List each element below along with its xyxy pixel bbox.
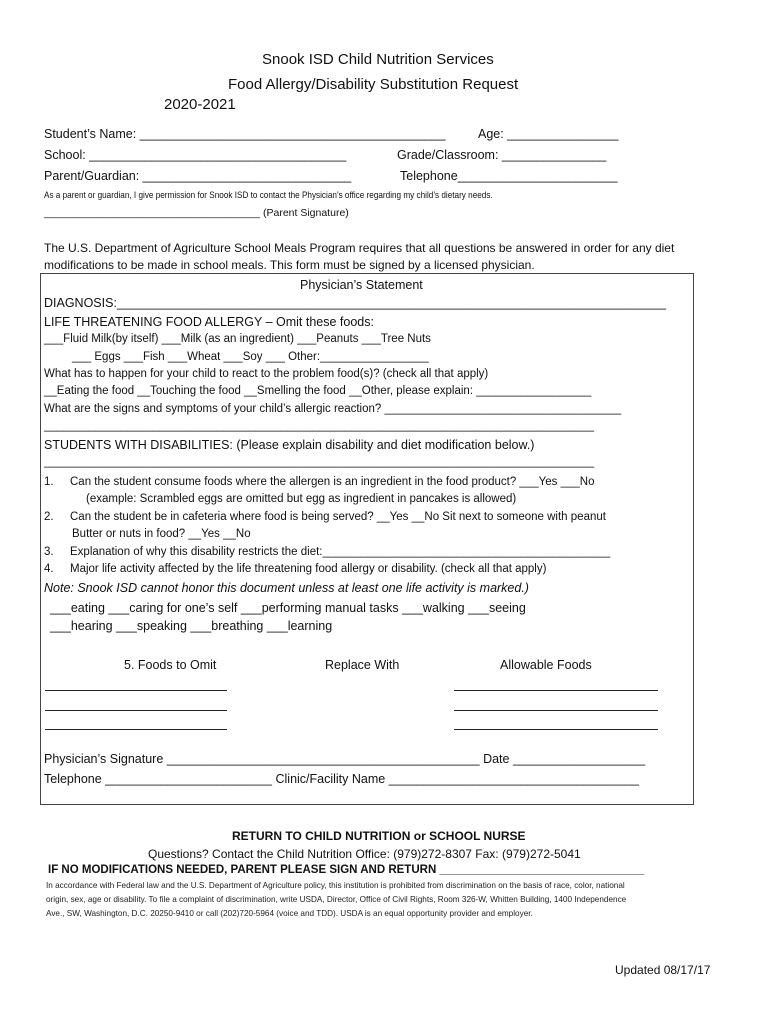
school-year: 2020-2021 — [164, 96, 236, 113]
replace-with-label: Replace With — [325, 658, 400, 672]
allowable-line-2[interactable] — [454, 710, 658, 711]
question-1-text: Can the student consume foods where the allergen is an ingredient in the food product? ___Yes ___No — [70, 476, 595, 488]
usda-notice-line2: modifications to be made in school meals. This form must be signed by a licensed physician. — [44, 258, 535, 272]
omit-line-1[interactable] — [45, 690, 227, 691]
note-text: Note: Snook ISD cannot honor this document unless at least one life activity is marked.) — [44, 581, 529, 595]
life-activities-row2[interactable]: ___hearing ___speaking ___breathing ___learning — [50, 619, 333, 633]
parent-signature-field[interactable]: _____________________________________ (Parent Signature) — [44, 207, 349, 219]
diagnosis-field[interactable]: DIAGNOSIS:_______________________________________________________________________________ — [44, 296, 667, 310]
reaction-options[interactable]: __Eating the food __Touching the food __Smelling the food __Other, please explain: __________________ — [44, 385, 592, 397]
allowable-line-3[interactable] — [454, 729, 658, 730]
permission-text: As a parent or guardian, I give permission for Snook ISD to contact the Physician’s office regarding my child’s dietary needs. — [44, 190, 493, 201]
question-1-example: (example: Scrambled eggs are omitted but egg as ingredient in pancakes is allowed) — [86, 493, 517, 505]
contact-info: Questions? Contact the Child Nutrition Office: (979)272-8307 Fax: (979)272-5041 — [148, 847, 581, 861]
age-field[interactable]: Age: ________________ — [478, 127, 619, 141]
school-field[interactable]: School: _____________________________________ — [44, 148, 347, 162]
disabilities-heading: STUDENTS WITH DISABILITIES: (Please explain disability and diet modification below.) — [44, 438, 535, 452]
question-3-number: 3. — [44, 546, 54, 558]
allowable-line-1[interactable] — [454, 690, 658, 691]
omit-line-3[interactable] — [45, 729, 227, 730]
allergy-foods-row2[interactable]: ___ Eggs ___Fish ___Wheat ___Soy ___ Other:_________________ — [72, 351, 429, 363]
grade-field[interactable]: Grade/Classroom: _______________ — [397, 148, 607, 162]
nondiscrimination-line3: Ave., SW, Washington, D.C. 20250-9410 or call (202)720-5964 (voice and TDD). USDA is an equal opportunity provider and employer. — [46, 909, 533, 918]
question-1[interactable] — [44, 477, 594, 489]
updated-date: Updated 08/17/17 — [615, 963, 711, 977]
allowable-foods-label: Allowable Foods — [500, 658, 592, 672]
disabilities-blank-line[interactable]: ______________________________________________________________________________________ — [44, 456, 595, 468]
question-4-text: Major life activity affected by the life threatening food allergy or disability. (check all that apply) — [70, 563, 547, 575]
usda-notice-line1: The U.S. Department of Agriculture School Meals Program requires that all questions be answered in order for any diet — [44, 241, 675, 255]
physician-telephone-field[interactable]: Telephone ________________________ Clinic/Facility Name ____________________________________ — [44, 772, 639, 786]
return-instruction: RETURN TO CHILD NUTRITION or SCHOOL NURSE — [232, 829, 526, 843]
symptoms-blank-line[interactable]: ______________________________________________________________________________________ — [44, 420, 595, 432]
student-name-field[interactable]: Student’s Name: ____________________________________________ — [44, 127, 446, 141]
no-modifications-signature[interactable]: IF NO MODIFICATIONS NEEDED, PARENT PLEASE SIGN AND RETURN ________________________________ — [48, 864, 645, 876]
life-activities-row1[interactable]: ___eating ___caring for one’s self ___performing manual tasks ___walking ___seeing — [50, 601, 526, 615]
telephone-field[interactable]: Telephone_______________________ — [400, 169, 618, 183]
allergy-foods-row1[interactable]: ___Fluid Milk(by itself) ___Milk (as an ingredient) ___Peanuts ___Tree Nuts — [44, 333, 431, 345]
form-title: Food Allergy/Disability Substitution Request — [228, 76, 519, 93]
question-3[interactable] — [44, 547, 610, 559]
parent-field[interactable]: Parent/Guardian: ______________________________ — [44, 169, 352, 183]
question-2-text: Can the student be in cafeteria where food is being served? __Yes __No Sit next to someone with peanut — [70, 511, 606, 523]
question-3-text: Explanation of why this disability restricts the diet:_____________________________________________ — [70, 546, 611, 558]
allergy-heading: LIFE THREATENING FOOD ALLERGY – Omit these foods: — [44, 315, 374, 329]
physician-heading: Physician’s Statement — [300, 278, 423, 292]
nondiscrimination-line2: origin, sex, age or disability. To file a complaint of discrimination, write USDA, Director, Office of Civil Rights, Room 326-W, Whitten Building, 1400 Independence — [46, 895, 627, 904]
question-4 — [44, 564, 546, 576]
question-4-number: 4. — [44, 563, 54, 575]
question-1-number: 1. — [44, 476, 54, 488]
physician-signature-field[interactable]: Physician’s Signature _____________________________________________ Date ___________________ — [44, 752, 646, 766]
nondiscrimination-line1: In accordance with Federal law and the U.S. Department of Agriculture policy, this institution is prohibited from discrimination on the basis of race, color, national — [46, 881, 625, 890]
omit-line-2[interactable] — [45, 710, 227, 711]
foods-to-omit-label: 5. Foods to Omit — [124, 658, 217, 672]
org-name: Snook ISD Child Nutrition Services — [262, 51, 494, 68]
question-2-number: 2. — [44, 511, 54, 523]
reaction-question: What has to happen for your child to react to the problem food(s)? (check all that apply) — [44, 368, 489, 380]
question-2[interactable] — [44, 512, 606, 524]
symptoms-field[interactable]: What are the signs and symptoms of your child’s allergic reaction? _____________________________________ — [44, 403, 622, 415]
question-2-continued[interactable]: Butter or nuts in food? __Yes __No — [72, 528, 251, 540]
